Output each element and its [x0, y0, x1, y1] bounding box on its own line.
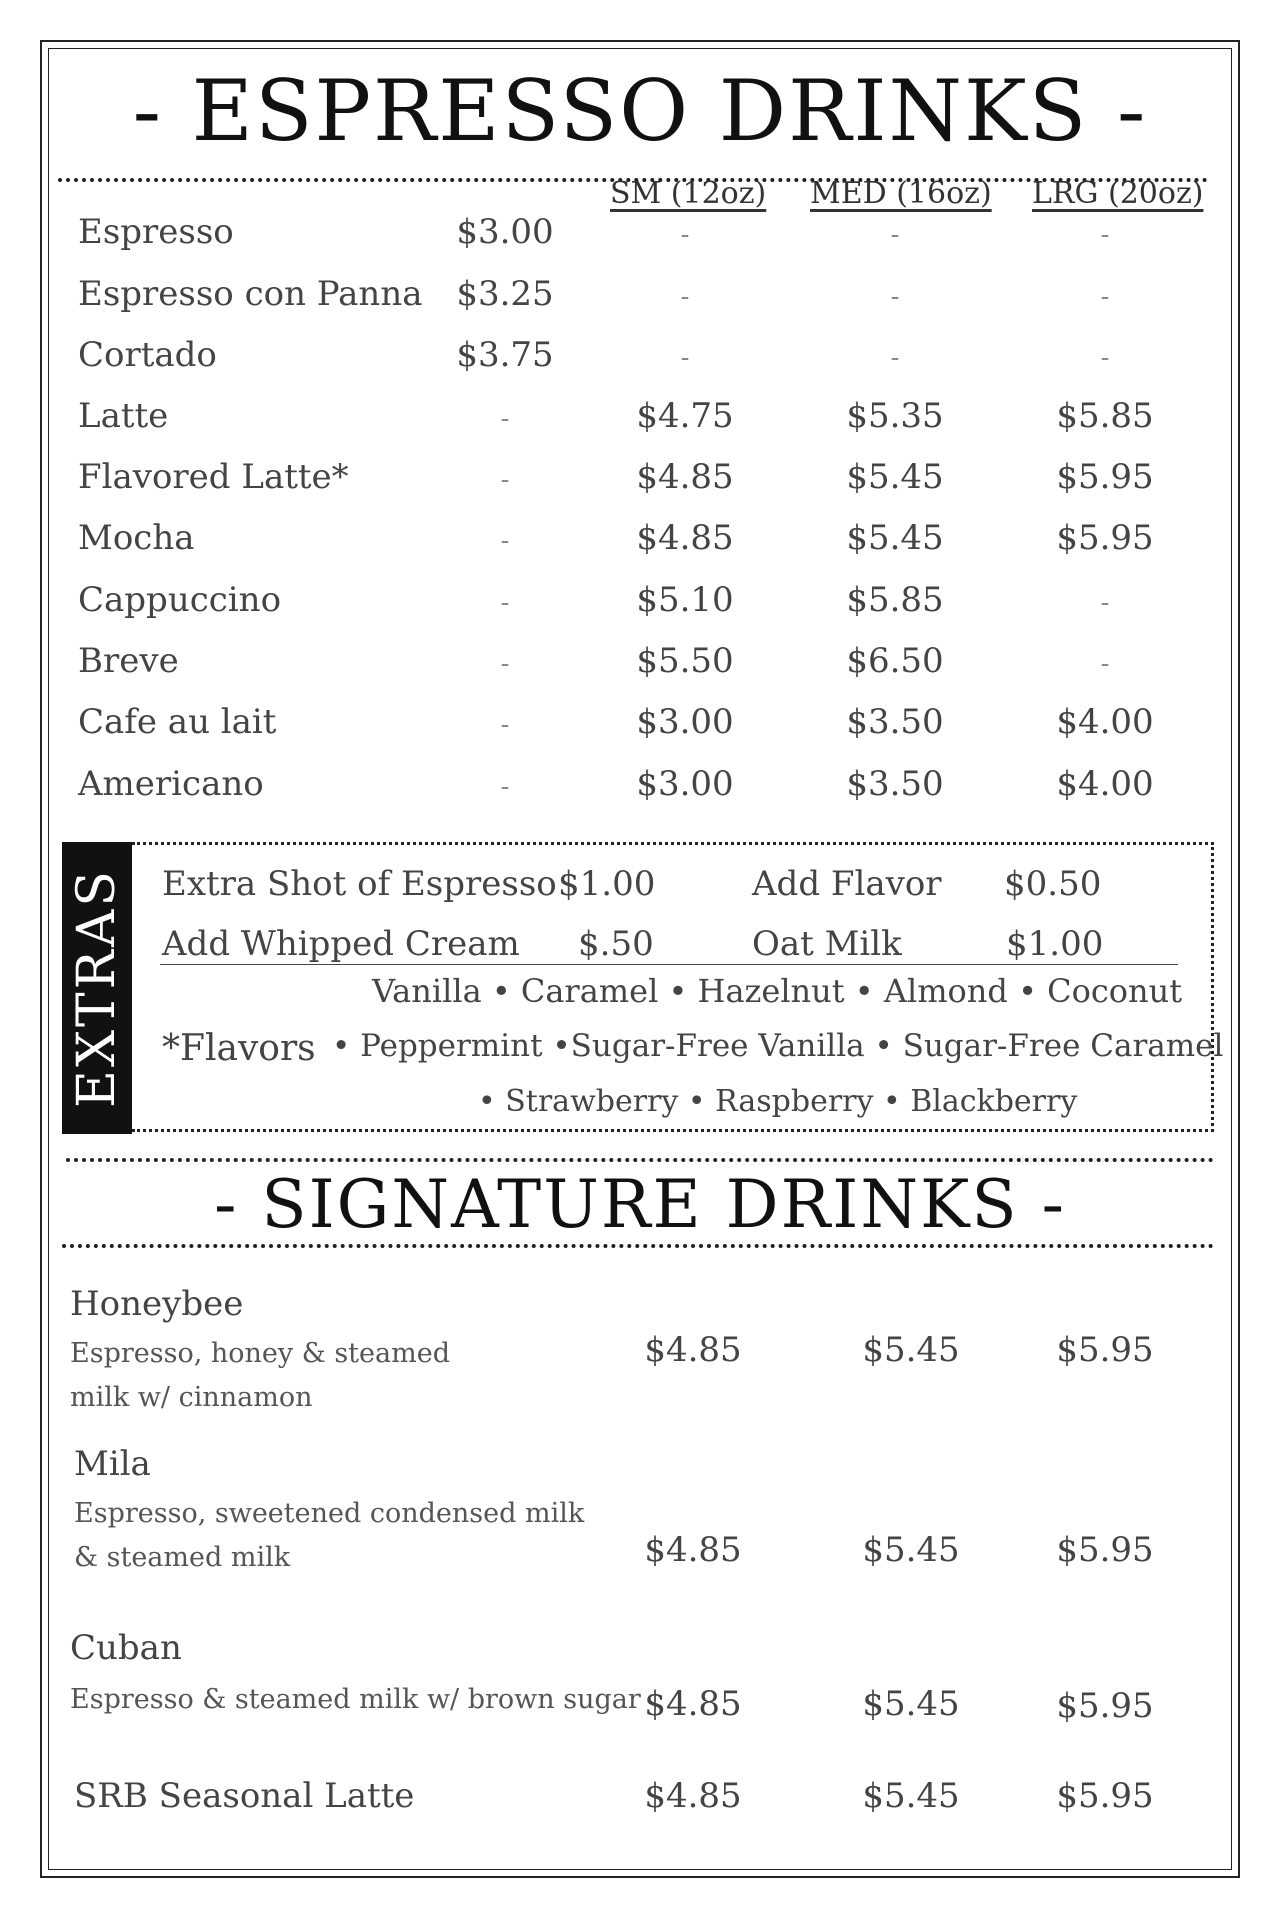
espresso-section-title: - ESPRESSO DRINKS - [132, 62, 1148, 160]
drink-price-med: $5.85 [846, 580, 944, 620]
drink-price-single: - [500, 649, 510, 679]
drink-price-sm: - [680, 282, 690, 312]
drink-price-sm: - [680, 343, 690, 373]
signature-price-med: $5.45 [862, 1330, 960, 1370]
drink-name: Cappuccino [78, 580, 282, 620]
drink-price-lrg: - [1100, 282, 1110, 312]
signature-price-lrg: $5.95 [1056, 1776, 1154, 1816]
drink-name: Espresso [78, 212, 234, 252]
drink-price-sm: $4.85 [636, 518, 734, 558]
column-header-sm: SM (12oz) [610, 176, 767, 211]
drink-name: Latte [78, 396, 169, 436]
signature-drink-description: milk w/ cinnamon [70, 1382, 313, 1413]
drink-price-med: $5.45 [846, 457, 944, 497]
drink-price-lrg: - [1100, 649, 1110, 679]
signature-price-sm: $4.85 [644, 1330, 742, 1370]
extra-item-price: $1.00 [1006, 924, 1104, 964]
flavor-line: • Strawberry • Raspberry • Blackberry [478, 1084, 1078, 1119]
extra-item-name: Extra Shot of Espresso [162, 864, 557, 904]
drink-price-single: $3.25 [456, 274, 554, 314]
drink-name: Mocha [78, 518, 195, 558]
signature-section-title: - SIGNATURE DRINKS - [214, 1166, 1066, 1243]
flavors-label: *Flavors [162, 1028, 316, 1069]
drink-name: Breve [78, 641, 179, 681]
signature-price-med: $5.45 [862, 1530, 960, 1570]
drink-price-sm: $3.00 [636, 702, 734, 742]
signature-drink-name: SRB Seasonal Latte [74, 1776, 415, 1816]
drink-price-med: $6.50 [846, 641, 944, 681]
drink-price-single: - [500, 526, 510, 556]
flavor-line: • Peppermint •Sugar-Free Vanilla • Sugar-Free Caramel [332, 1028, 1224, 1064]
drink-price-sm: $5.50 [636, 641, 734, 681]
flavor-line: Vanilla • Caramel • Hazelnut • Almond • Coconut [372, 972, 1183, 1010]
drink-price-med: $3.50 [846, 702, 944, 742]
drink-price-single: $3.75 [456, 335, 554, 375]
drink-name: Espresso con Panna [78, 274, 423, 314]
drink-price-single: - [500, 465, 510, 495]
drink-price-single: - [500, 404, 510, 434]
drink-price-med: - [890, 220, 900, 250]
drink-price-lrg: $5.95 [1056, 457, 1154, 497]
extra-item-name: Add Flavor [752, 864, 942, 904]
signature-drink-description: Espresso, sweetened condensed milk [74, 1498, 585, 1529]
signature-price-lrg: $5.95 [1056, 1530, 1154, 1570]
signature-price-lrg: $5.95 [1056, 1330, 1154, 1370]
drink-price-single: - [500, 588, 510, 618]
extra-item-price: $1.00 [558, 864, 656, 904]
drink-price-lrg: - [1100, 343, 1110, 373]
drink-price-sm: $3.00 [636, 764, 734, 804]
signature-price-sm: $4.85 [644, 1684, 742, 1724]
extras-tab [62, 842, 132, 1134]
drink-price-lrg: $5.85 [1056, 396, 1154, 436]
drink-price-lrg: $5.95 [1056, 518, 1154, 558]
signature-title-divider [62, 1244, 1214, 1248]
drink-price-single: - [500, 710, 510, 740]
extra-item-name: Add Whipped Cream [162, 924, 520, 964]
drink-price-lrg: - [1100, 588, 1110, 618]
drink-price-sm: $5.10 [636, 580, 734, 620]
column-header-med: MED (16oz) [810, 176, 992, 211]
drink-price-lrg: - [1100, 220, 1110, 250]
signature-drink-name: Honeybee [70, 1284, 244, 1324]
drink-price-single: - [500, 772, 510, 802]
signature-drink-name: Cuban [70, 1628, 182, 1668]
signature-price-med: $5.45 [862, 1776, 960, 1816]
signature-price-sm: $4.85 [644, 1530, 742, 1570]
drink-price-med: $5.45 [846, 518, 944, 558]
signature-drink-description: & steamed milk [74, 1542, 291, 1573]
drink-price-sm: $4.75 [636, 396, 734, 436]
extras-divider [160, 964, 1178, 965]
drink-price-sm: $4.85 [636, 457, 734, 497]
signature-drink-description: Espresso, honey & steamed [70, 1338, 450, 1369]
drink-price-lrg: $4.00 [1056, 702, 1154, 742]
drink-name: Cafe au lait [78, 702, 277, 742]
drink-name: Flavored Latte* [78, 457, 349, 497]
signature-top-divider [66, 1158, 1214, 1162]
drink-price-med: $5.35 [846, 396, 944, 436]
signature-drink-name: Mila [74, 1444, 151, 1484]
extra-item-price: $0.50 [1004, 864, 1102, 904]
signature-price-lrg: $5.95 [1056, 1686, 1154, 1726]
signature-price-sm: $4.85 [644, 1776, 742, 1816]
drink-price-med: - [890, 282, 900, 312]
drink-price-single: $3.00 [456, 212, 554, 252]
signature-drink-description: Espresso & steamed milk w/ brown sugar [70, 1684, 641, 1715]
drink-price-lrg: $4.00 [1056, 764, 1154, 804]
extras-label: EXTRAS [67, 868, 127, 1108]
signature-price-med: $5.45 [862, 1684, 960, 1724]
drink-name: Americano [78, 764, 264, 804]
drink-price-med: - [890, 343, 900, 373]
extra-item-name: Oat Milk [752, 924, 902, 964]
extra-item-price: $.50 [578, 924, 654, 964]
column-header-lrg: LRG (20oz) [1032, 176, 1204, 211]
drink-price-sm: - [680, 220, 690, 250]
drink-name: Cortado [78, 335, 217, 375]
drink-price-med: $3.50 [846, 764, 944, 804]
